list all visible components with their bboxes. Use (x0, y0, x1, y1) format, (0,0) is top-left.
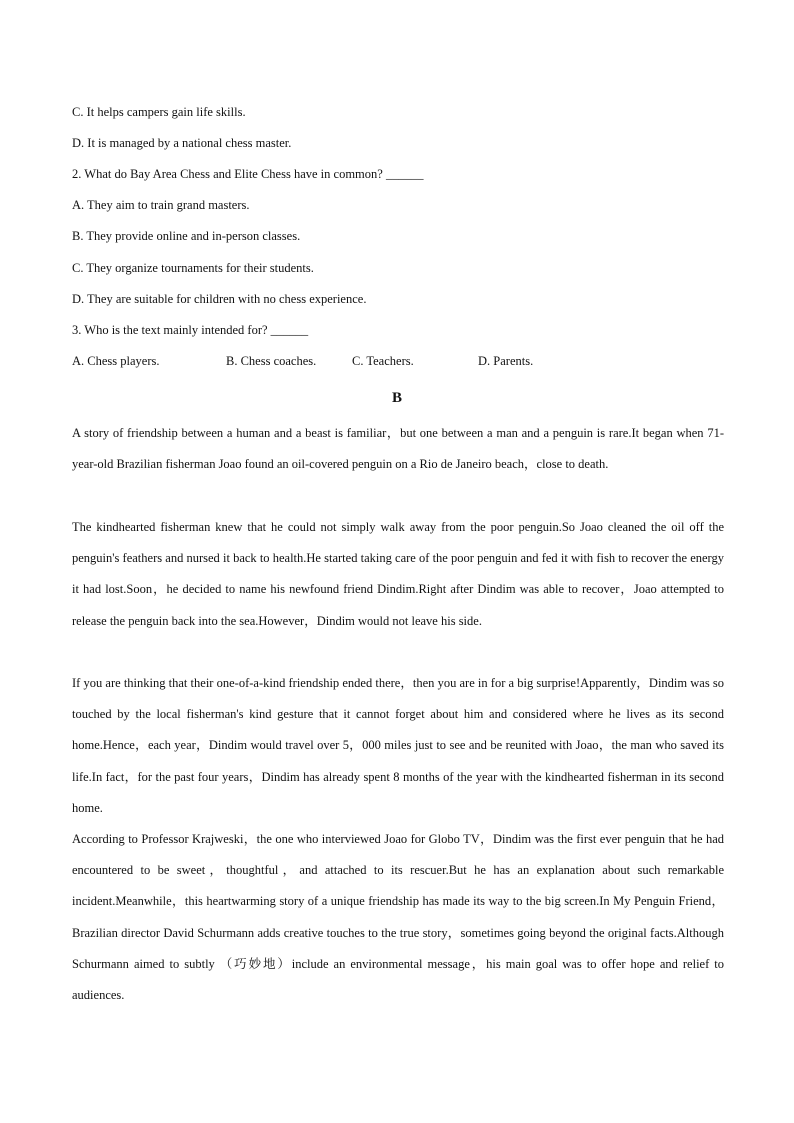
q2-option-c: C. They organize tournaments for their students. (72, 261, 314, 275)
paragraph-4: According to Professor Krajweski，the one who interviewed Joao for Globo TV，Dindim was the first ever penguin that he had encountered to be sweet，thoughtful，and attached to its rescuer.But he has an explanation about such remarkable incident.Meanwhile，this heartwarming story of a unique friendship has made its way to the big screen.In My Penguin Friend，Brazilian director David Schurmann adds creative touches to the true story，sometimes going beyond the original facts.Although Schurmann aimed to subtly （巧妙地）include an environmental message，his main goal was to offer hope and relief to audiences. (72, 832, 724, 1003)
q1-option-c: C. It helps campers gain life skills. (72, 105, 246, 119)
q2-option-d: D. They are suitable for children with no chess experience. (72, 292, 367, 306)
question-2: 2. What do Bay Area Chess and Elite Chess have in common? ______ (72, 167, 424, 181)
q3-option-b: B. Chess coaches. (226, 354, 317, 368)
question-3: 3. Who is the text mainly intended for? ______ (72, 323, 309, 337)
paragraph-2: The kindhearted fisherman knew that he could not simply walk away from the poor penguin.So Joao cleaned the oil off the penguin's feathers and nursed it back to health.He started taking care of the poor penguin and fed it with fish to recover the energy it had lost.Soon，he decided to name his newfound friend Dindim.Right after Dindim was able to recover，Joao attempted to release the penguin back into the sea.However，Dindim would not leave his side. (72, 520, 724, 628)
paragraph-3: If you are thinking that their one-of-a-kind friendship ended there，then you are in for a big surprise!Apparently，Dindim was so touched by the local fisherman's kind gesture that it cannot forget about him and considered where he lives as its second home.Hence，each year，Dindim would travel over 5，000 miles just to see and be reunited with Joao，the man who saved its life.In fact，for the past four years，Dindim has already spent 8 months of the year with the kindhearted fisherman in its second home. (72, 676, 724, 815)
section-heading: B (391, 390, 402, 406)
q3-option-c: C. Teachers. (352, 354, 414, 368)
q3-option-d: D. Parents. (478, 354, 534, 368)
q2-option-a: A. They aim to train grand masters. (72, 198, 250, 212)
q1-option-d: D. It is managed by a national chess master. (72, 136, 292, 150)
q3-option-a: A. Chess players. (72, 354, 160, 368)
paragraph-1: A story of friendship between a human and a beast is familiar，but one between a man and a penguin is rare.It began when 71-year-old Brazilian fisherman Joao found an oil-covered penguin on a Rio de Janeiro beach，close to death. (72, 426, 724, 472)
q2-option-b: B. They provide online and in-person classes. (72, 229, 301, 243)
